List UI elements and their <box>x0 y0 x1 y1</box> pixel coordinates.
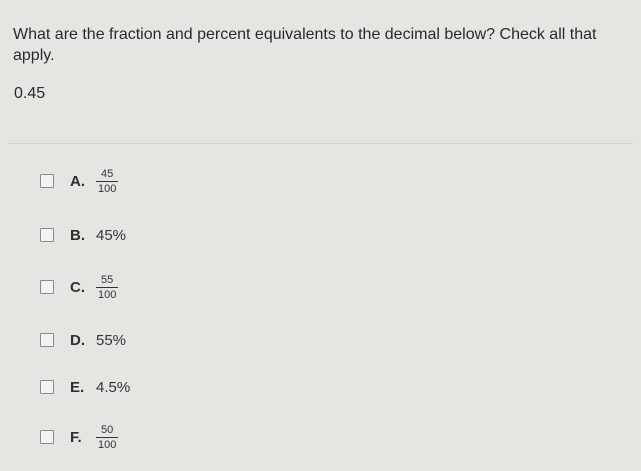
option-b-value: 45% <box>96 226 127 244</box>
option-a-fraction <box>96 168 118 195</box>
option-d-value: 55% <box>96 331 127 349</box>
option-d[interactable] <box>40 326 126 354</box>
decimal-value: 0.45 <box>14 85 46 102</box>
question-text: What are the fraction and percent equivalents to the decimal below? Check all that apply. <box>13 26 597 64</box>
option-b-letter: B. <box>70 226 85 244</box>
option-f-denominator: 100 <box>98 438 117 451</box>
checkbox-d[interactable] <box>40 333 54 347</box>
option-c-fraction <box>96 274 118 301</box>
checkbox-b[interactable] <box>40 228 54 242</box>
fraction-bar <box>96 287 118 288</box>
option-f-letter: F. <box>70 428 82 446</box>
option-a[interactable] <box>40 167 118 195</box>
option-f-numerator: 50 <box>101 423 114 436</box>
fraction-bar <box>96 437 118 438</box>
checkbox-c[interactable] <box>40 280 54 294</box>
option-b[interactable] <box>40 221 126 249</box>
checkbox-f[interactable] <box>40 430 54 444</box>
checkbox-e[interactable] <box>40 380 54 394</box>
option-f-fraction <box>96 424 118 451</box>
option-e[interactable] <box>40 373 130 401</box>
option-e-letter: E. <box>70 378 85 396</box>
option-f[interactable] <box>40 423 118 451</box>
option-a-letter: A. <box>70 172 85 190</box>
option-c-denominator: 100 <box>98 288 117 301</box>
option-a-numerator: 45 <box>101 167 114 180</box>
option-d-letter: D. <box>70 331 85 349</box>
option-c-numerator: 55 <box>101 273 114 286</box>
option-c[interactable] <box>40 273 118 301</box>
fraction-bar <box>96 181 118 182</box>
divider <box>8 143 633 144</box>
option-c-letter: C. <box>70 278 85 296</box>
option-e-value: 4.5% <box>96 378 131 396</box>
option-a-denominator: 100 <box>98 182 117 195</box>
checkbox-a[interactable] <box>40 174 54 188</box>
